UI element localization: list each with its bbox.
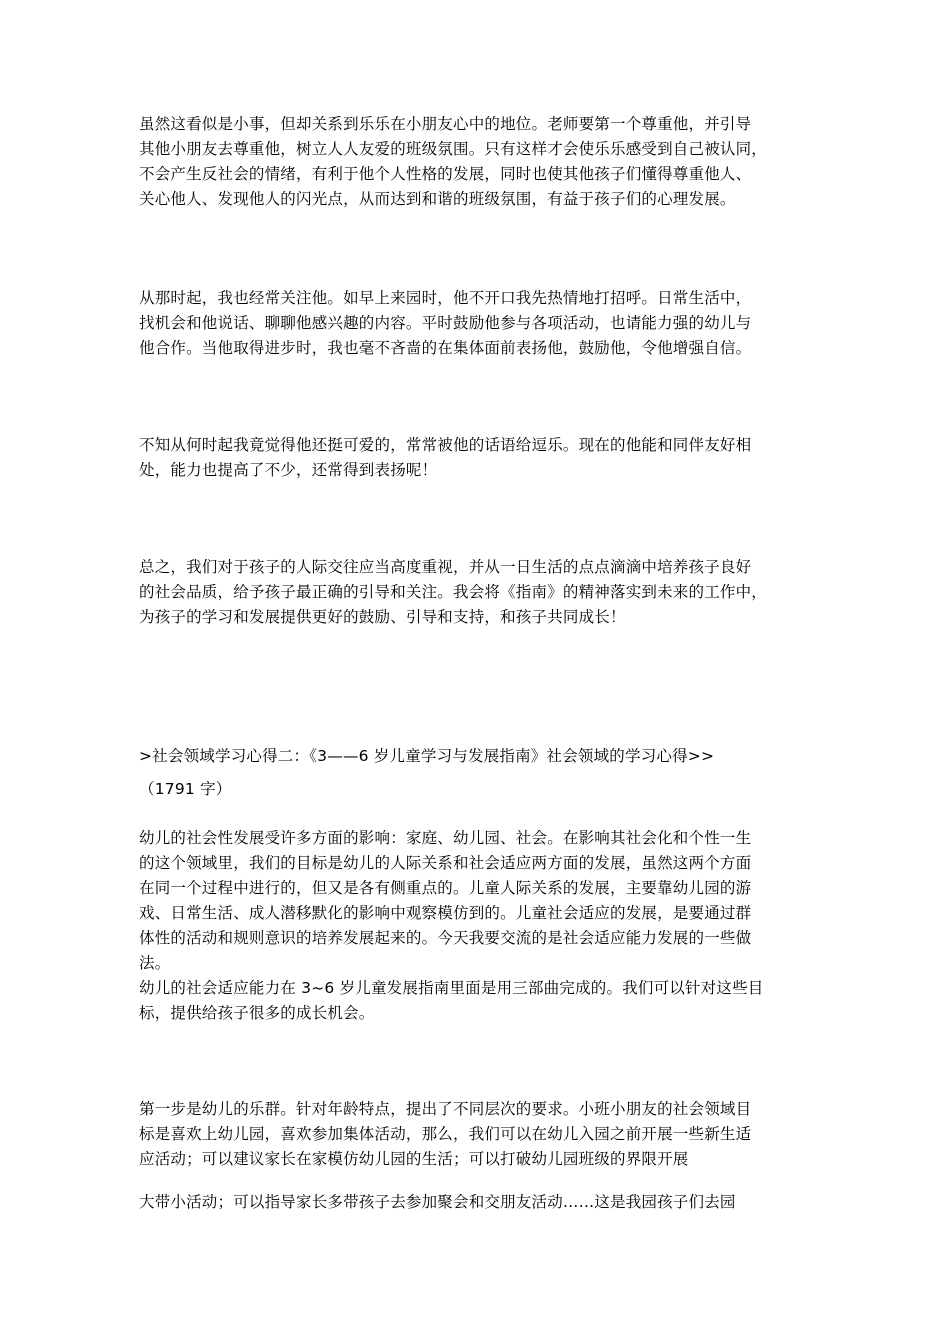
heading-line: >社会领域学习心得二：《3——6 岁儿童学习与发展指南》社会领域的学习心得>> (139, 747, 715, 765)
paragraph-respect (139, 112, 829, 212)
paragraph-social-development (139, 826, 829, 1026)
text-line: 幼儿的社会适应能力在 3~6 岁儿童发展指南里面是用三部曲完成的。我们可以针对这些目 (139, 979, 764, 997)
text-line: 虽然这看似是小事，但却关系到乐乐在小朋友心中的地位。老师要第一个尊重他，并引导 (139, 115, 752, 133)
paragraph-lovely (139, 433, 829, 483)
text-line: 法。 (139, 954, 171, 972)
text-line: 处，能力也提高了不少，还常得到表扬呢！ (139, 461, 438, 479)
text-line: 大带小活动；可以指导家长多带孩子去参加聚会和交朋友活动……这是我园孩子们去园 (139, 1193, 736, 1211)
paragraph-step-one (139, 1097, 829, 1172)
text-line: 关心他人、发现他人的闪光点，从而达到和谐的班级氛围，有益于孩子们的心理发展。 (139, 190, 736, 208)
text-line: 第一步是幼儿的乐群。针对年龄特点，提出了不同层次的要求。小班小朋友的社会领域目 (139, 1100, 752, 1118)
paragraph-activities (139, 1190, 829, 1215)
text-line: 的这个领域里，我们的目标是幼儿的人际关系和社会适应两方面的发展，虽然这两个方面 (139, 854, 752, 872)
text-line: 幼儿的社会性发展受许多方面的影响：家庭、幼儿园、社会。在影响其社会化和个性一生 (139, 829, 752, 847)
text-line: 从那时起，我也经常关注他。如早上来园时，他不开口我先热情地打招呼。日常生活中， (139, 289, 752, 307)
text-line: 总之，我们对于孩子的人际交往应当高度重视，并从一日生活的点点滴滴中培养孩子良好 (139, 558, 752, 576)
text-line: 找机会和他说话、聊聊他感兴趣的内容。平时鼓励他参与各项活动，也请能力强的幼儿与 (139, 314, 752, 332)
text-line: 戏、日常生活、成人潜移默化的影响中观察模仿到的。儿童社会适应的发展，是要通过群 (139, 904, 752, 922)
text-line: 不会产生反社会的情绪，有利于他个人性格的发展，同时也使其他孩子们懂得尊重他人、 (139, 165, 752, 183)
text-line: 不知从何时起我竟觉得他还挺可爱的，常常被他的话语给逗乐。现在的他能和同伴友好相 (139, 436, 752, 454)
text-line: 他合作。当他取得进步时，我也毫不吝啬的在集体面前表扬他，鼓励他，令他增强自信。 (139, 339, 752, 357)
section-heading (139, 744, 829, 769)
word-count-line: （1791 字） (139, 780, 232, 798)
text-line: 标，提供给孩子很多的成长机会。 (139, 1004, 375, 1022)
paragraph-attention (139, 286, 829, 361)
word-count (139, 777, 829, 802)
text-line: 为孩子的学习和发展提供更好的鼓励、引导和支持，和孩子共同成长！ (139, 608, 626, 626)
text-line: 其他小朋友去尊重他，树立人人友爱的班级氛围。只有这样才会使乐乐感受到自己被认同， (139, 140, 768, 158)
text-line: 体性的活动和规则意识的培养发展起来的。今天我要交流的是社会适应能力发展的一些做 (139, 929, 752, 947)
text-line: 标是喜欢上幼儿园，喜欢参加集体活动，那么，我们可以在幼儿入园之前开展一些新生适 (139, 1125, 752, 1143)
text-line: 在同一个过程中进行的，但又是各有侧重点的。儿童人际关系的发展，主要靠幼儿园的游 (139, 879, 752, 897)
paragraph-conclusion (139, 555, 829, 630)
text-line: 的社会品质，给予孩子最正确的引导和关注。我会将《指南》的精神落实到未来的工作中， (139, 583, 768, 601)
text-line: 应活动；可以建议家长在家模仿幼儿园的生活；可以打破幼儿园班级的界限开展 (139, 1150, 689, 1168)
